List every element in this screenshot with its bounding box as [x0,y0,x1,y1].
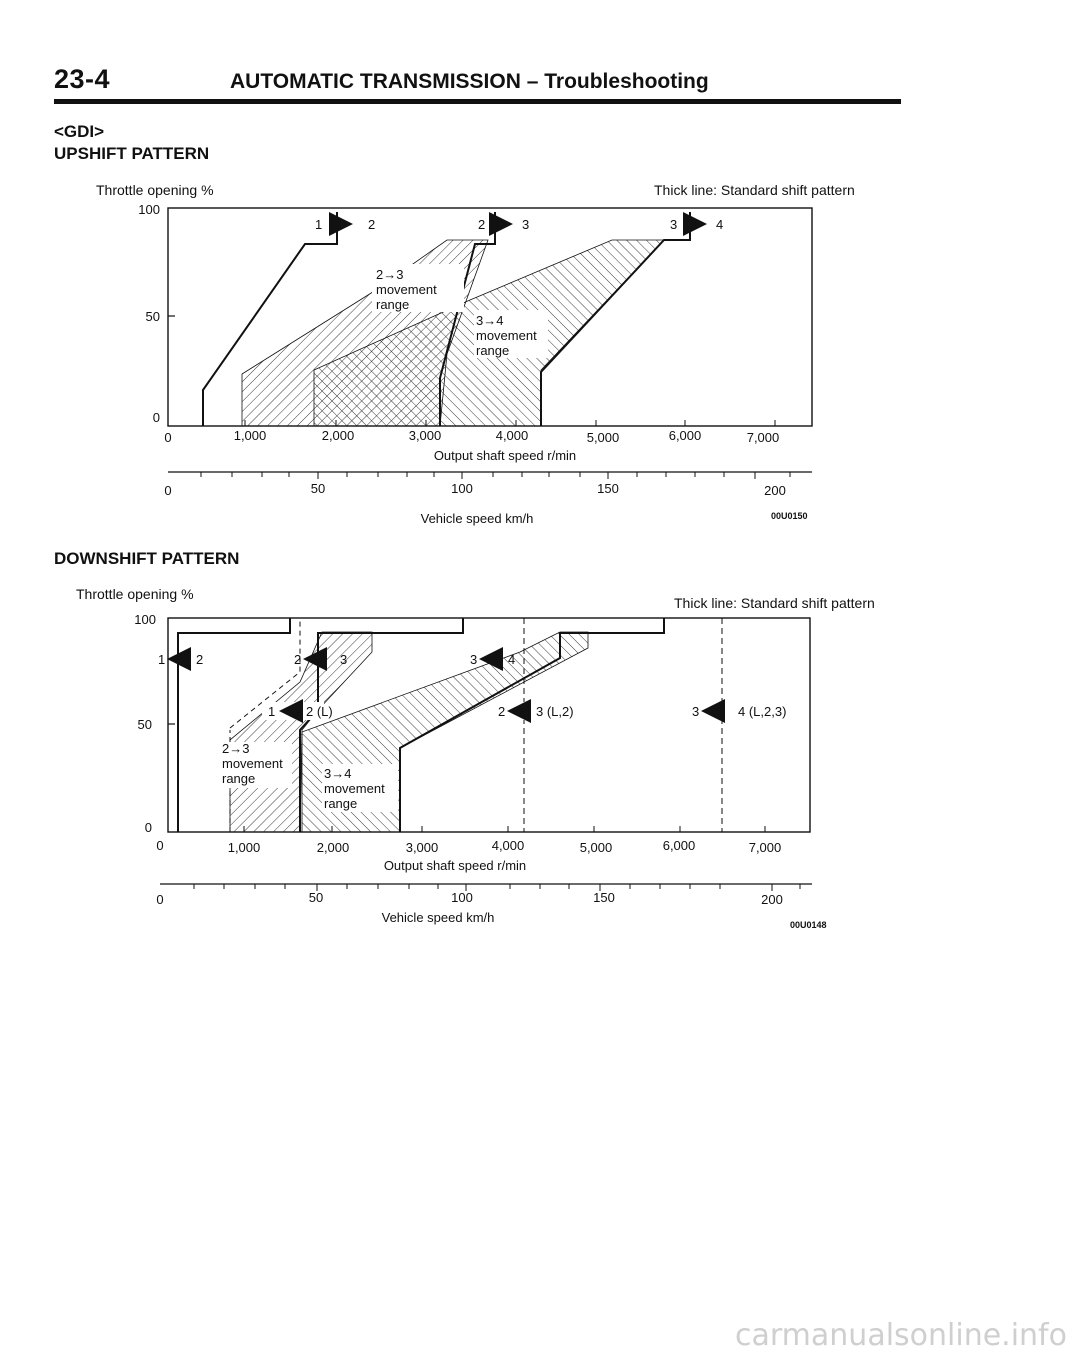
downshift-xtick-4000: 4,000 [491,838,525,853]
upshift-label-2b: 2 [478,217,486,232]
downshift-speed-200: 200 [761,892,783,907]
downshift-label-2b: 2 [294,652,302,667]
downshift-label-3: 3 [340,652,348,667]
upshift-label-1: 1 [315,217,323,232]
downshift-xtick-2000: 2,000 [316,840,350,855]
downshift-xtick-1000: 1,000 [227,840,261,855]
upshift-range-2-3-line2: movement [376,282,437,297]
upshift-label-3: 3 [522,217,530,232]
upshift-range-2-3-line1: 2→3 [376,267,404,282]
downshift-range-2-3-line2: movement [222,756,283,771]
downshift-label-1: 1 [158,652,166,667]
upshift-speed-150: 150 [597,481,619,496]
downshift-speed-0: 0 [156,892,164,907]
upshift-xtick-0: 0 [164,430,172,445]
watermark-footer[interactable]: carmanualsonline.info [735,1318,1067,1353]
upshift-speed-label: Vehicle speed km/h [420,511,534,526]
upshift-xtick-2000: 2,000 [321,428,355,443]
downshift-speed-label: Vehicle speed km/h [381,910,495,925]
downshift-heading: DOWNSHIFT PATTERN [54,549,240,568]
downshift-ytick-0: 0 [144,820,152,835]
downshift-range-3-4-line1: 3→4 [324,766,352,781]
upshift-ytick-100: 100 [138,202,160,217]
upshift-xtick-1000: 1,000 [233,428,267,443]
downshift-label-4: 4 [508,652,516,667]
downshift-label-2l: 2 (L) [306,704,333,719]
downshift-label-3l23: 3 [692,704,700,719]
upshift-speed-50: 50 [310,481,326,496]
downshift-range-3-4-line3: range [324,796,358,811]
downshift-speed-100: 100 [451,890,473,905]
upshift-range-2-3-line3: range [376,297,410,312]
downshift-xtick-5000: 5,000 [579,840,613,855]
downshift-figure-code: 00U0148 [790,920,827,930]
upshift-xtick-3000: 3,000 [408,428,442,443]
upshift-y-label: Throttle opening % [96,182,214,198]
downshift-label-1l: 1 [268,704,276,719]
upshift-speed-200: 200 [764,483,786,498]
downshift-label-4l23: 4 (L,2,3) [738,704,787,719]
upshift-range-3-4-line2: movement [476,328,537,343]
downshift-y-label: Throttle opening % [76,586,194,602]
downshift-label-3l2: 3 (L,2) [536,704,574,719]
upshift-figure-code: 00U0150 [771,511,808,521]
upshift-heading: UPSHIFT PATTERN [54,144,210,163]
upshift-xtick-6000: 6,000 [668,428,702,443]
upshift-xtick-4000: 4,000 [495,428,529,443]
downshift-label-3b: 3 [470,652,478,667]
downshift-xtick-7000: 7,000 [748,840,782,855]
upshift-range-3-4-line3: range [476,343,510,358]
upshift-label-4: 4 [716,217,724,232]
downshift-range-3-4-line2: movement [324,781,385,796]
page-number: 23-4 [54,64,111,94]
upshift-xtick-5000: 5,000 [586,430,620,445]
page-title: AUTOMATIC TRANSMISSION – Troubleshooting [230,70,709,93]
downshift-x-label: Output shaft speed r/min [383,858,527,873]
downshift-legend: Thick line: Standard shift pattern [674,595,875,611]
upshift-label-3b: 3 [670,217,678,232]
downshift-xtick-3000: 3,000 [405,840,439,855]
downshift-range-2-3-line3: range [222,771,256,786]
upshift-diagram [0,0,960,540]
upshift-xtick-7000: 7,000 [746,430,780,445]
downshift-label-2l2: 2 [498,704,506,719]
upshift-ytick-0: 0 [152,410,160,425]
upshift-label-2: 2 [368,217,376,232]
upshift-x-label: Output shaft speed r/min [433,448,577,463]
downshift-ytick-100: 100 [134,612,156,627]
upshift-legend: Thick line: Standard shift pattern [654,182,855,198]
downshift-diagram [0,600,960,1000]
upshift-speed-0: 0 [164,483,172,498]
downshift-xtick-6000: 6,000 [662,838,696,853]
upshift-ytick-50: 50 [145,309,160,324]
upshift-speed-100: 100 [451,481,473,496]
upshift-range-3-4-line1: 3→4 [476,313,504,328]
downshift-xtick-0: 0 [156,838,164,853]
gdi-subheading: <GDI> [54,122,105,141]
downshift-speed-50: 50 [308,890,324,905]
downshift-label-2: 2 [196,652,204,667]
downshift-range-2-3-line1: 2→3 [222,741,250,756]
downshift-speed-150: 150 [593,890,615,905]
downshift-ytick-50: 50 [137,717,152,732]
